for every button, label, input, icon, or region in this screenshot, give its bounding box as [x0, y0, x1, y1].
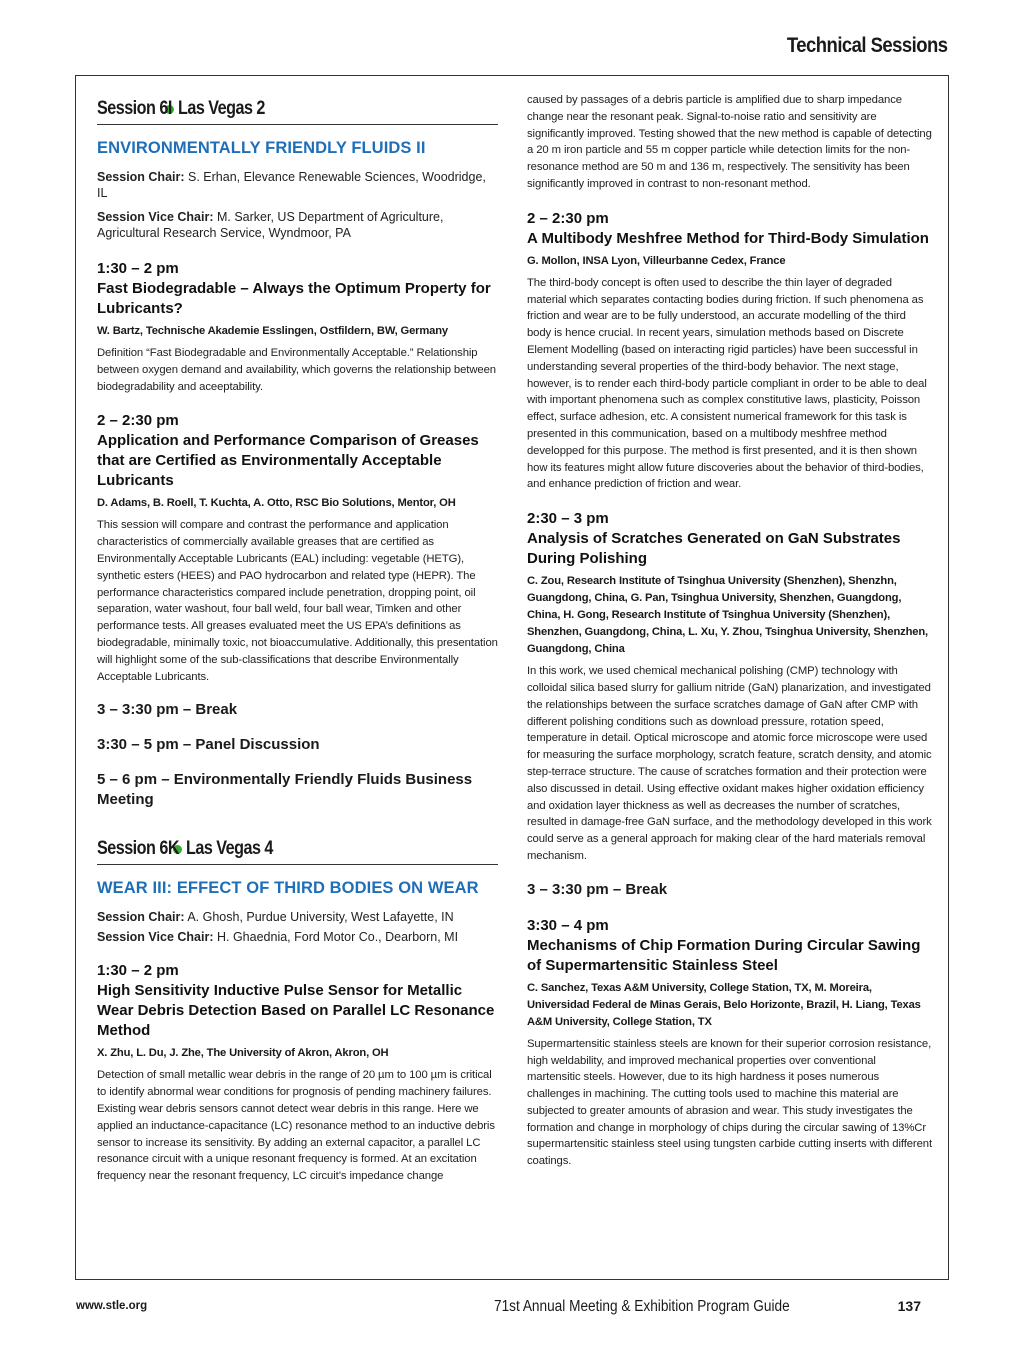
session-label: Session 6I [97, 98, 172, 119]
talk-title: Application and Performance Comparison of Greases that are Certified as Environmentally Acceptable Lubricants [97, 432, 479, 490]
content-frame [75, 75, 949, 1280]
talk-time: 1:30 – 2 pm [97, 260, 179, 277]
talk [527, 916, 932, 1170]
page-number: 137 [897, 1298, 921, 1314]
talk-title: Mechanisms of Chip Formation During Circular Sawing of Supermartensitic Stainless Steel [527, 936, 921, 974]
talk [97, 259, 498, 395]
break-item: 3 – 3:30 pm – Break [527, 880, 668, 898]
talk-abstract: Detection of small metallic wear debris in the range of 20 µm to 100 µm is critical to identify abnormal wear conditions for prognosis of pending machinery failures. Existing wear debris sensors cannot detect wear debris in this range. Here we applied an inductance-capacitance (LC) resonance method to an inductive debris sensor to increase its sensitivity. By adding an external capacitor, a parallel LC resonance circuit with a unique resonant frequency is formed. At an excitation frequency near the resonant frequency, LC circuit’s impedance change [97, 1069, 495, 1183]
business-meeting-item: 5 – 6 pm – Environmentally Friendly Fluids Business Meeting [97, 771, 473, 809]
talk-abstract: In this work, we used chemical mechanical polishing (CMP) technology with colloidal silica based slurry for gallium nitride (GaN) planarization, and investigated the relationships between the surface scratches damage of GaN after CMP with different polishing conditions such as download pressure, rotation speed, temperature in detail. Optical microscope and atomic force microscope were used for measuring the surface morphology, scratch feature, scratch density, and atomic step-terrace structure. The cause of scratches formation and their protection were also discussed in detail. Using effective oxidant makes higher oxidation efficiency and oxidation layer thickness as well as decreases the number of scratches, resulted in damage-free GaN surface, and the methodology developed in this work could serve as a general approach for making clear of the hard materials removal mechanism. [527, 665, 932, 862]
talk [527, 509, 932, 865]
left-column [97, 76, 498, 1185]
talk-authors: G. Mollon, INSA Lyon, Villeurbanne Cedex, France [527, 254, 786, 267]
talk-title: Fast Biodegradable – Always the Optimum Property for Lubricants? [97, 280, 491, 317]
session-label: Session 6K [97, 838, 179, 860]
talk-authors: X. Zhu, L. Du, J. Zhe, The University of Akron, Akron, OH [97, 1047, 389, 1060]
panel-discussion-item: 3:30 – 5 pm – Panel Discussion [97, 736, 320, 754]
session-6k-heading [97, 838, 498, 865]
footer-guide-title: 71st Annual Meeting & Exhibition Program Guide [494, 1298, 790, 1315]
talk [97, 411, 498, 685]
footer-url-link[interactable]: www.stle.org [76, 1300, 148, 1312]
talk-time: 2:30 – 3 pm [527, 510, 609, 528]
talk-time: 1:30 – 2 pm [97, 962, 179, 980]
session-vice-chair: Session Vice Chair: M. Sarker, US Department of Agriculture, Agricultural Research Service, Wyndmoor, PA [97, 210, 444, 240]
talk [527, 209, 932, 493]
section-title: Technical Sessions [787, 34, 948, 57]
session-title: WEAR III: EFFECT OF THIRD BODIES ON WEAR [97, 879, 479, 898]
talk-authors: W. Bartz, Technische Akademie Esslingen, Ostfildern, BW, Germany [97, 325, 448, 337]
session-room: Las Vegas 4 [186, 838, 274, 860]
talk-abstract: Definition “Fast Biodegradable and Environmentally Acceptable.” Relationship between oxygen demand and availability, which governs the relationship between biodegradability and aceeptability. [97, 347, 496, 393]
continued-abstract: caused by passages of a debris particle is amplified due to sharp impedance change near the resonant peak. Signal-to-noise ratio and sensitivity are significantly improved. Testing showed that the new method is capable of detecting a 20 m iron particle and 55 m copper particle while detection limits for the non-resonance method are 50 m and 136 m, respectively. The sensitivity has been significantly improved in contrast to non-resonant method. [527, 94, 932, 190]
talk-title: A Multibody Meshfree Method for Third-Body Simulation [527, 229, 929, 247]
session-6i-heading [97, 98, 498, 125]
talk-authors: C. Sanchez, Texas A&M University, College Station, TX, M. Moreira, Universidad Federal de Minas Gerais, Belo Horizonte, Brazil, H. Liang, Texas A&M University, College Station, TX [527, 981, 921, 1028]
break-item: 3 – 3:30 pm – Break [97, 701, 238, 719]
talk-time: 2 – 2:30 pm [97, 412, 179, 430]
session-vice-chair: Session Vice Chair: H. Ghaednia, Ford Motor Co., Dearborn, MI [97, 930, 459, 945]
talk [97, 961, 498, 1185]
session-title: ENVIRONMENTALLY FRIENDLY FLUIDS II [97, 139, 426, 157]
right-column [527, 92, 932, 1170]
talk-authors: D. Adams, B. Roell, T. Kuchta, A. Otto, RSC Bio Solutions, Mentor, OH [97, 497, 456, 510]
talk-abstract: Supermartensitic stainless steels are known for their superior corrosion resistance, high weldability, and improved mechanical properties over conventional martensitic steels. However, due to its high hardness it poses numerous challenges in machining. The cutting tools used to machine this material are subjected to greater amounts of abrasion and wear. This study investigates the formation and change in morphology of chips during the circular sawing of 13%Cr supermartensitic stainless steel using tungsten carbide cutting inserts with different coatings. [527, 1037, 932, 1168]
talk-abstract: This session will compare and contrast the performance and application characteristics of commercially available greases that are certified as Environmentally Acceptable Lubricants (EAL) including: vegetable (HETG), synthetic esters (HEES) and PAO hydrocarbon and related type (HEPR). The performance characteristics compared include penetration, dropping point, oil separation, water washout, four ball weld, four ball wear, Timken and other performance tests. All greases evaluated meet the US EPA’s definitions as biodegradable, minimally toxic, not bioaccumulative. Additionally, this presentation will highlight some of the sub-classifications that describe Environmentally Acceptable Lubricants. [97, 519, 498, 683]
session-room: Las Vegas 2 [178, 98, 265, 119]
page-footer [0, 1298, 1024, 1318]
session-chair: Session Chair: A. Ghosh, Purdue University, West Lafayette, IN [97, 910, 454, 925]
talk-abstract: The third-body concept is often used to describe the thin layer of degraded material which separates contacting bodies during friction. If such phenomena as friction and wear are to be fully understood, an accurate modelling of the third body is hence crucial. In recent years, simulation methods based on Discrete Element Modelling (based on interacting rigid particles) have been successful in understanding several properties of the third-body behavior. The next stage, however, is to render each third-body particle compliant in order to be able to deal with important phenomena such as complex constitutive laws, plasticity, Poisson effect, surface adhesion, etc. A consistent numerical framework for this task is presented in this communication, based on a multibody meshfree method developped for this purpose. The method is first presented, and it is then shown how its features might allow future discoveries about the behavior of third-bodies, and enhance prediction of friction and wear. [527, 276, 927, 491]
session-chair: Session Chair: S. Erhan, Elevance Renewable Sciences, Woodridge, IL [97, 170, 486, 200]
talk-title: High Sensitivity Inductive Pulse Sensor for Metallic Wear Debris Detection Based on Parallel LC Resonance Method [97, 982, 495, 1040]
talk-time: 3:30 – 4 pm [527, 916, 609, 934]
talk-title: Analysis of Scratches Generated on GaN Substrates During Polishing [527, 530, 901, 568]
talk-time: 2 – 2:30 pm [527, 209, 609, 227]
talk-authors: C. Zou, Research Institute of Tsinghua University (Shenzhen), Shenzhn, Guangdong, China, G. Pan, Tsinghua University, Shenzhen, Guangdong, China, H. Gong, Research Institute of Tsinghua University (Shenzhen), Shenzhen, Guangdong, China, L. Xu, Y. Zhou, Tsinghua University, Shenzhen, Guangdong, China [527, 575, 928, 656]
